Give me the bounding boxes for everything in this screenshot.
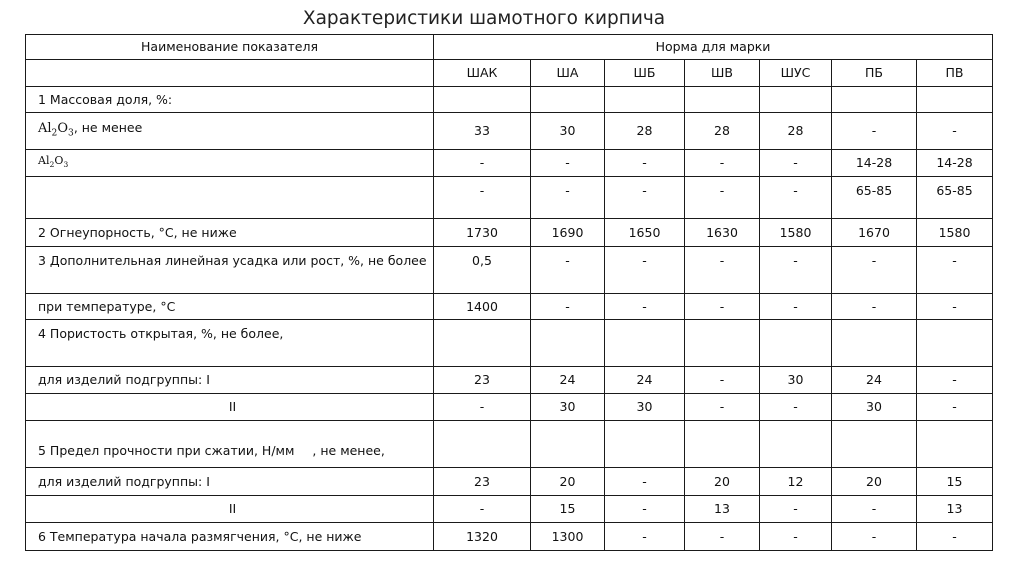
value-cell: 23 <box>434 468 531 496</box>
value-cell: - <box>917 247 993 294</box>
value-cell: - <box>434 150 531 177</box>
header-norm-cell: Норма для марки <box>434 35 993 60</box>
value-cell: - <box>685 523 760 551</box>
table-row <box>26 496 993 523</box>
value-cell: - <box>605 523 685 551</box>
value-cell: 1650 <box>605 219 685 247</box>
value-cell: 15 <box>917 468 993 496</box>
value-cell: 15 <box>531 496 605 523</box>
value-cell: 24 <box>531 367 605 394</box>
al2o3-formula: $Al_2O_3$ <box>38 154 69 170</box>
value-cell: - <box>685 294 760 320</box>
grade-cell: ШБ <box>605 60 685 87</box>
grade-cell: ПБ <box>832 60 917 87</box>
value-cell: - <box>832 113 917 150</box>
characteristics-table <box>25 34 993 551</box>
row-label: 4 Пористость открытая, %, не более, <box>26 320 434 367</box>
row-label <box>26 150 434 177</box>
value-cell: - <box>605 294 685 320</box>
value-cell: - <box>685 394 760 421</box>
grade-cell: ША <box>531 60 605 87</box>
value-cell: - <box>832 523 917 551</box>
grade-cell: ШВ <box>685 60 760 87</box>
value-cell: - <box>605 150 685 177</box>
value-cell: - <box>531 247 605 294</box>
value-cell: 30 <box>531 394 605 421</box>
value-cell: 1580 <box>917 219 993 247</box>
row-label <box>26 177 434 219</box>
row-label: 1 Массовая доля, %: <box>26 87 434 113</box>
value-cell: - <box>917 394 993 421</box>
value-cell: 30 <box>531 113 605 150</box>
value-cell: 12 <box>760 468 832 496</box>
value-cell: 14-28 <box>917 150 993 177</box>
value-cell: - <box>917 113 993 150</box>
value-cell: - <box>605 247 685 294</box>
value-cell: - <box>531 294 605 320</box>
table-row <box>26 294 993 320</box>
value-cell: 28 <box>605 113 685 150</box>
row-label: II <box>26 496 434 523</box>
value-cell: - <box>685 177 760 219</box>
value-cell: - <box>531 150 605 177</box>
value-cell: - <box>760 247 832 294</box>
value-cell: 20 <box>531 468 605 496</box>
value-cell: 28 <box>760 113 832 150</box>
value-cell: - <box>832 496 917 523</box>
value-cell: 13 <box>917 496 993 523</box>
table-row <box>26 177 993 219</box>
value-cell: 24 <box>832 367 917 394</box>
value-cell: 20 <box>685 468 760 496</box>
value-cell: - <box>917 523 993 551</box>
value-cell: 1670 <box>832 219 917 247</box>
value-cell: - <box>685 367 760 394</box>
row-label: при температуре, °С <box>26 294 434 320</box>
table-row <box>26 320 993 367</box>
header-row <box>26 35 993 60</box>
row-label: для изделий подгруппы: I <box>26 367 434 394</box>
row-label: 5 Предел прочности при сжатии, Н/мм , не менее, <box>26 421 434 468</box>
grade-cell: ШАК <box>434 60 531 87</box>
value-cell: - <box>832 294 917 320</box>
value-cell: 30 <box>832 394 917 421</box>
table-row <box>26 367 993 394</box>
row-label: II <box>26 394 434 421</box>
value-cell: - <box>760 523 832 551</box>
value-cell: 30 <box>605 394 685 421</box>
value-cell: - <box>917 294 993 320</box>
value-cell: 28 <box>685 113 760 150</box>
value-cell: - <box>605 496 685 523</box>
page-title: Характеристики шамотного кирпича <box>302 8 666 29</box>
value-cell: 65-85 <box>832 177 917 219</box>
value-cell: 23 <box>434 367 531 394</box>
table-row <box>26 523 993 551</box>
header-name-cell: Наименование показателя <box>26 35 434 60</box>
value-cell: 1630 <box>685 219 760 247</box>
value-cell: - <box>760 394 832 421</box>
value-cell: 30 <box>760 367 832 394</box>
value-cell: - <box>760 496 832 523</box>
table-row <box>26 468 993 496</box>
value-cell: - <box>605 468 685 496</box>
value-cell: 0,5 <box>434 247 531 294</box>
value-cell: 1320 <box>434 523 531 551</box>
value-cell: 24 <box>605 367 685 394</box>
grades-row <box>26 60 993 87</box>
table-row <box>26 150 993 177</box>
table-row <box>26 421 993 468</box>
value-cell: 33 <box>434 113 531 150</box>
value-cell: - <box>760 177 832 219</box>
value-cell: 1730 <box>434 219 531 247</box>
value-cell: 65-85 <box>917 177 993 219</box>
value-cell: - <box>531 177 605 219</box>
value-cell: 1300 <box>531 523 605 551</box>
value-cell: 1400 <box>434 294 531 320</box>
value-cell: - <box>605 177 685 219</box>
table-row <box>26 247 993 294</box>
value-cell: - <box>760 150 832 177</box>
value-cell: 20 <box>832 468 917 496</box>
al2o3-formula: $Al_2O_3$ <box>38 121 74 139</box>
row-label: 6 Температура начала размягчения, °С, не ниже <box>26 523 434 551</box>
grades-empty-cell <box>26 60 434 87</box>
value-cell: - <box>434 394 531 421</box>
value-cell: 1580 <box>760 219 832 247</box>
value-cell: 14-28 <box>832 150 917 177</box>
value-cell: - <box>760 294 832 320</box>
value-cell: 13 <box>685 496 760 523</box>
row-label: для изделий подгруппы: I <box>26 468 434 496</box>
row-label: $Al_2O_3$, не менее <box>26 113 434 150</box>
value-cell: - <box>832 247 917 294</box>
grade-cell: ШУС <box>760 60 832 87</box>
table-row <box>26 87 993 113</box>
grade-cell: ПВ <box>917 60 993 87</box>
table-row <box>26 219 993 247</box>
table-row <box>26 113 993 150</box>
value-cell: - <box>685 247 760 294</box>
row-label: 3 Дополнительная линейная усадка или рост, %, не более <box>26 247 434 294</box>
value-cell: - <box>434 177 531 219</box>
row-label: 2 Огнеупорность, °С, не ниже <box>26 219 434 247</box>
value-cell: - <box>685 150 760 177</box>
table-row <box>26 394 993 421</box>
value-cell: - <box>917 367 993 394</box>
value-cell: 1690 <box>531 219 605 247</box>
value-cell: - <box>434 496 531 523</box>
